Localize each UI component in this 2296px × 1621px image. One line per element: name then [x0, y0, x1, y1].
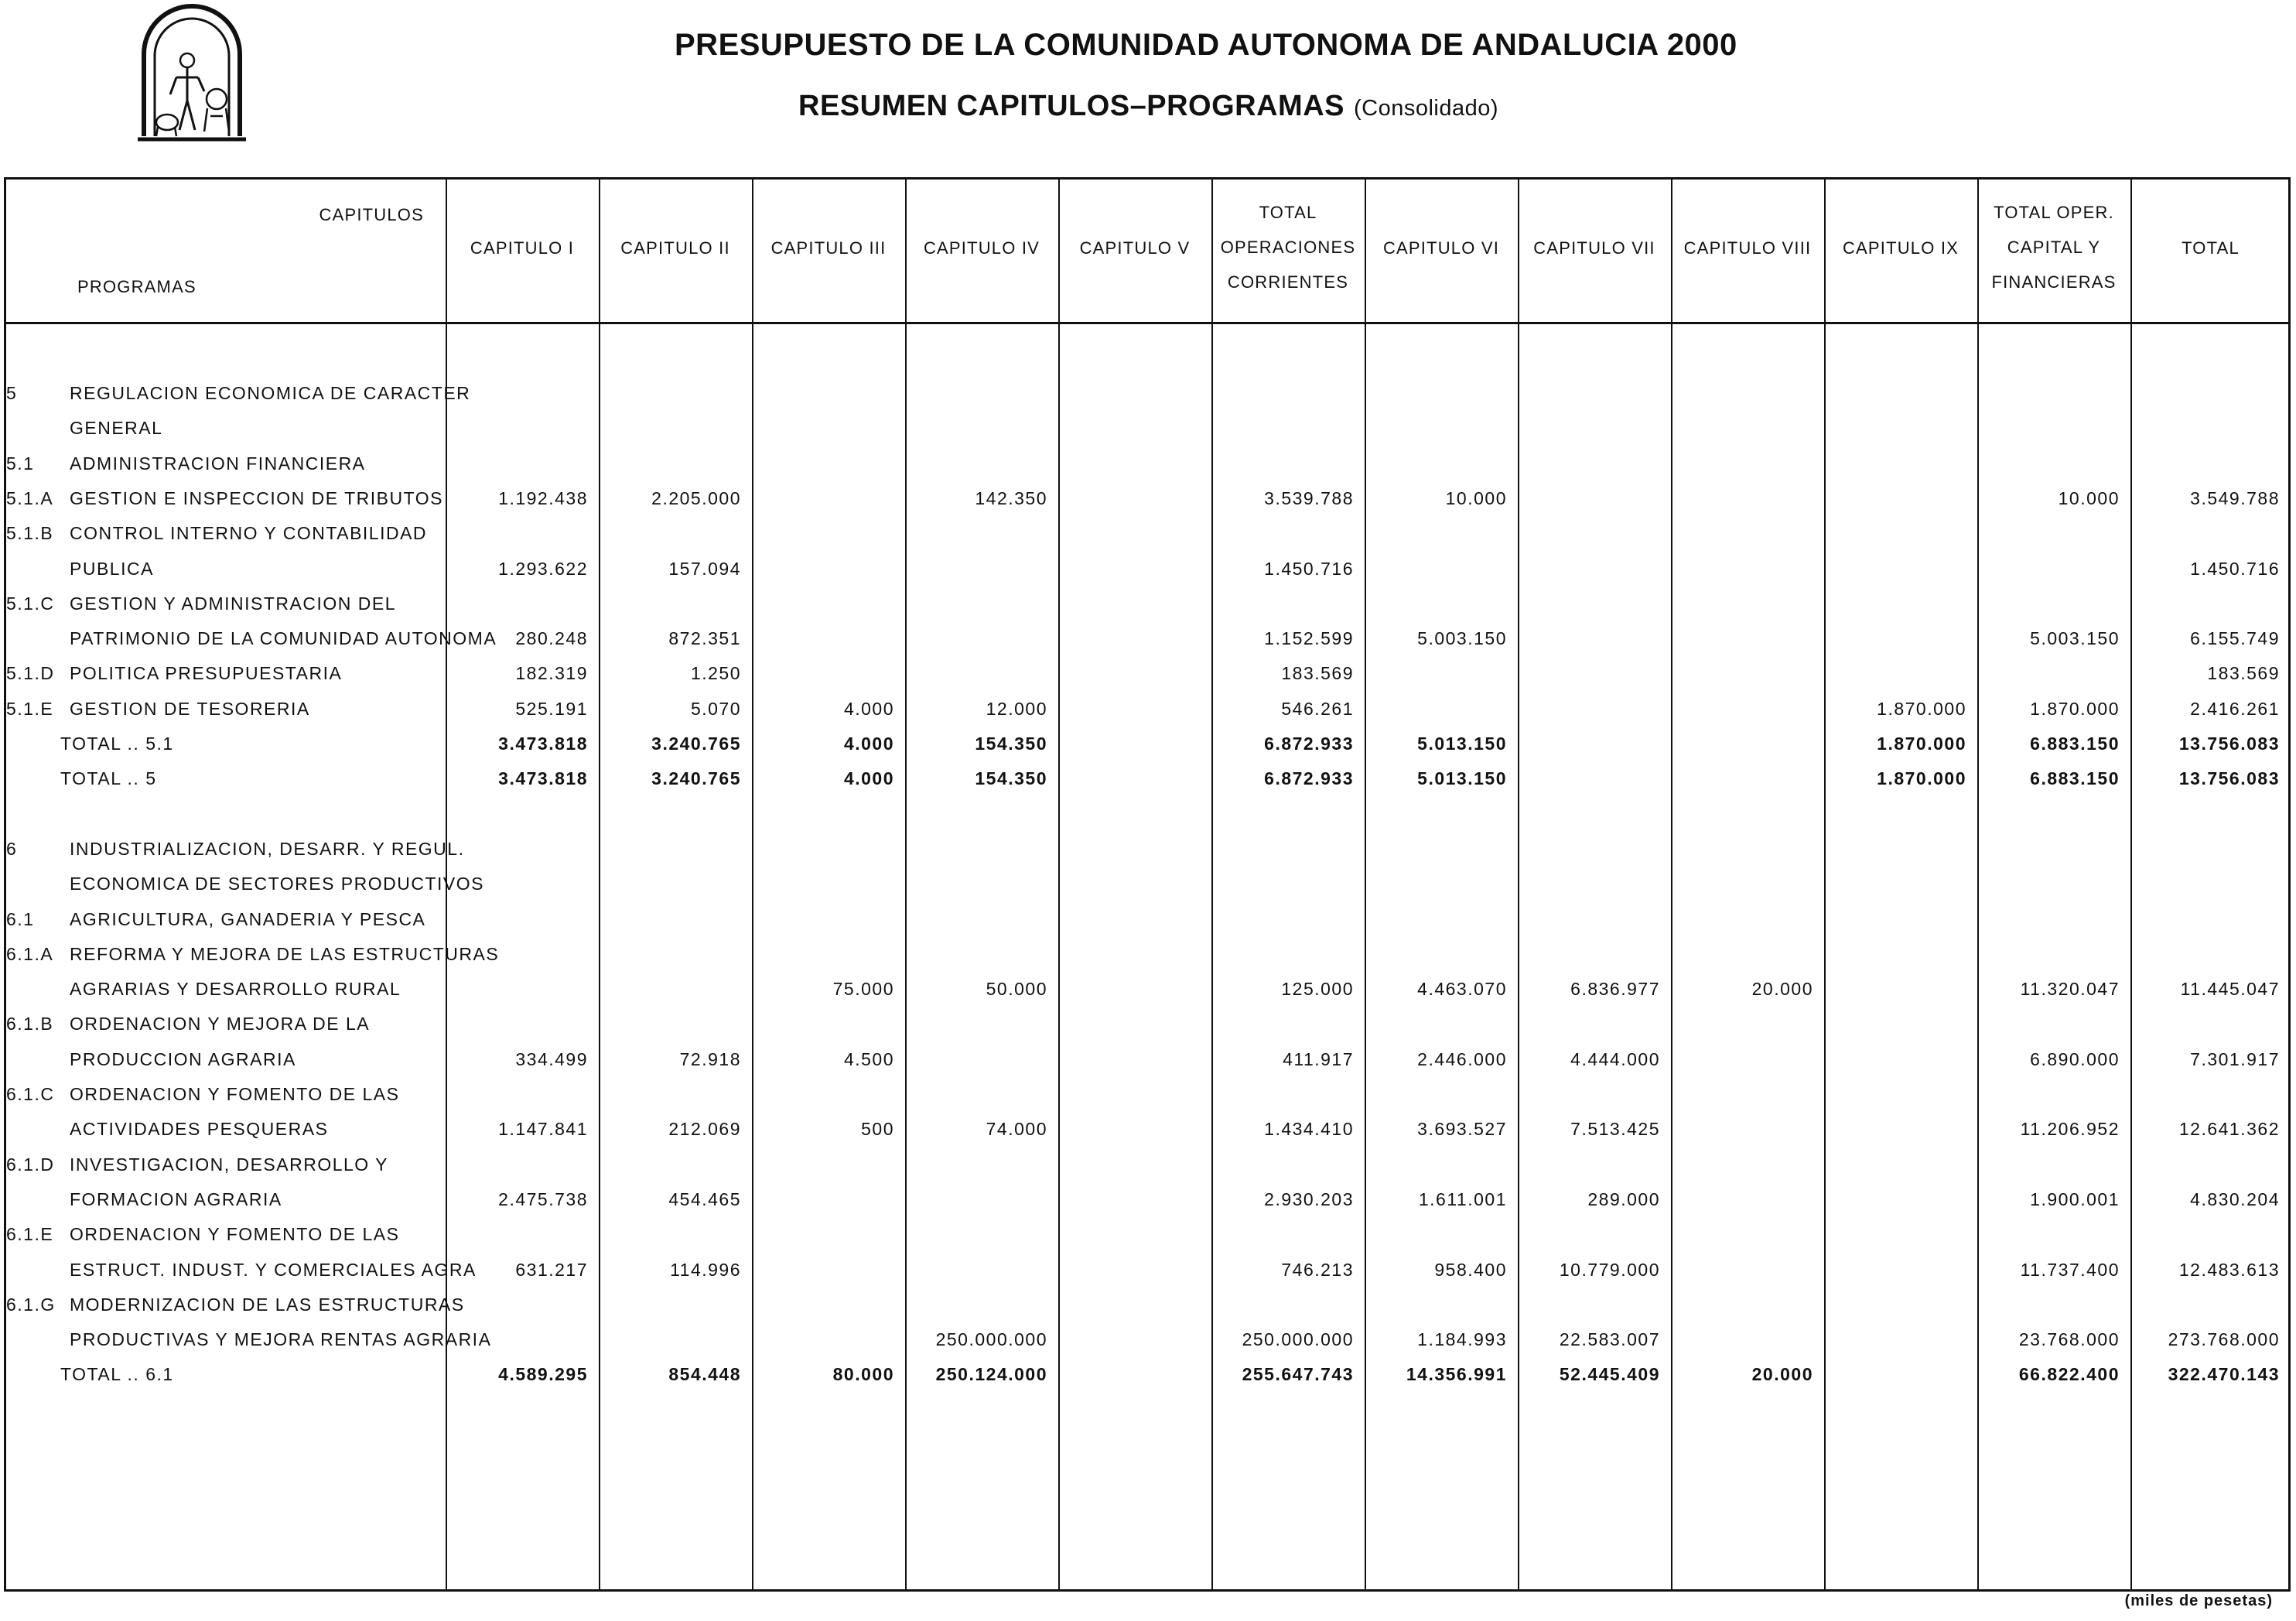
program-label: ORDENACION Y MEJORA DE LA — [70, 1014, 371, 1034]
column-header: CAPITULO IX — [1842, 238, 1959, 258]
column-header: TOTAL — [1259, 203, 1317, 222]
amount-cell: 154.350 — [975, 734, 1047, 754]
program-label: POLITICA PRESUPUESTARIA — [70, 663, 343, 684]
table-row — [0, 1288, 2296, 1322]
table-total-row — [0, 761, 2296, 796]
amount-cell: 250.124.000 — [935, 1364, 1047, 1385]
amount-cell: 10.779.000 — [1559, 1259, 1660, 1280]
amount-cell: 12.483.613 — [2178, 1259, 2280, 1280]
amount-cell: 958.400 — [1434, 1259, 1507, 1280]
table-row — [0, 516, 2296, 551]
program-code: 6.1.E — [6, 1224, 54, 1245]
amount-cell: 4.444.000 — [1570, 1048, 1660, 1069]
amount-cell: 6.872.933 — [1264, 734, 1354, 754]
amount-cell: 250.000.000 — [935, 1329, 1047, 1350]
amount-cell: 5.003.150 — [1417, 628, 1507, 649]
program-label: REFORMA Y MEJORA DE LAS ESTRUCTURAS — [70, 943, 500, 964]
amount-cell: 6.890.000 — [2030, 1048, 2120, 1069]
table-row — [0, 376, 2296, 411]
amount-cell: 23.768.000 — [2018, 1329, 2120, 1350]
amount-cell: 872.351 — [668, 628, 741, 649]
program-label: TOTAL .. 6.1 — [60, 1364, 174, 1385]
amount-cell: 1.870.000 — [1877, 698, 1966, 719]
amount-cell: 1.192.438 — [498, 487, 588, 508]
program-label: AGRICULTURA, GANADERIA Y PESCA — [70, 908, 426, 929]
table-row — [0, 797, 2296, 832]
amount-cell: 4.830.204 — [2190, 1188, 2280, 1209]
program-code: 5.1.D — [6, 663, 55, 684]
program-label: REGULACION ECONOMICA DE CARACTER — [70, 383, 471, 403]
column-header: CAPITULO VII — [1533, 238, 1655, 258]
program-label: GENERAL — [70, 418, 163, 439]
amount-cell: 22.583.007 — [1559, 1329, 1660, 1350]
amount-cell: 13.756.083 — [2178, 734, 2280, 754]
amount-cell: 5.013.150 — [1417, 768, 1507, 789]
amount-cell: 20.000 — [1751, 1364, 1813, 1385]
program-code: 5.1.E — [6, 698, 54, 719]
amount-cell: 12.641.362 — [2178, 1119, 2280, 1140]
corner-programas: PROGRAMAS — [77, 277, 196, 296]
program-label: MODERNIZACION DE LAS ESTRUCTURAS — [70, 1294, 465, 1315]
table-row — [0, 692, 2296, 727]
amount-cell: 334.499 — [515, 1048, 588, 1069]
amount-cell: 12.000 — [986, 698, 1047, 719]
amount-cell: 525.191 — [515, 698, 588, 719]
amount-cell: 3.539.788 — [1264, 487, 1354, 508]
amount-cell: 1.184.993 — [1417, 1329, 1507, 1350]
amount-cell: 75.000 — [832, 979, 894, 1000]
table-row — [0, 621, 2296, 656]
table-row — [0, 832, 2296, 867]
program-label: PRODUCCION AGRARIA — [70, 1048, 296, 1069]
program-label: ESTRUCT. INDUST. Y COMERCIALES AGRA — [70, 1259, 477, 1280]
table-row — [0, 972, 2296, 1007]
amount-cell: 20.000 — [1751, 979, 1813, 1000]
amount-cell: 250.000.000 — [1242, 1329, 1354, 1350]
amount-cell: 255.647.743 — [1242, 1364, 1354, 1385]
amount-cell: 7.513.425 — [1570, 1119, 1660, 1140]
amount-cell: 3.473.818 — [498, 734, 588, 754]
program-label: ADMINISTRACION FINANCIERA — [70, 453, 366, 474]
amount-cell: 212.069 — [668, 1119, 741, 1140]
amount-cell: 1.870.000 — [2030, 698, 2120, 719]
table-total-row — [0, 727, 2296, 761]
amount-cell: 280.248 — [515, 628, 588, 649]
amount-cell: 3.240.765 — [651, 768, 741, 789]
column-header: CAPITULO I — [470, 238, 575, 258]
amount-cell: 273.768.000 — [2168, 1329, 2280, 1350]
table-row — [0, 1253, 2296, 1288]
amount-cell: 4.589.295 — [498, 1364, 588, 1385]
table-row — [0, 1112, 2296, 1147]
program-label: GESTION DE TESORERIA — [70, 698, 310, 719]
amount-cell: 2.205.000 — [651, 487, 741, 508]
page-title: PRESUPUESTO DE LA COMUNIDAD AUTONOMA DE ANDALUCIA 2000 — [675, 28, 1737, 62]
header-separator — [4, 322, 2291, 324]
column-header: CAPITULO IV — [923, 238, 1040, 258]
amount-cell: 1.870.000 — [1877, 768, 1966, 789]
amount-cell: 10.000 — [1445, 487, 1507, 508]
table-row — [0, 411, 2296, 446]
program-code: 6.1 — [6, 908, 35, 929]
program-label: INDUSTRIALIZACION, DESARR. Y REGUL. — [70, 838, 465, 859]
amount-cell: 500 — [861, 1119, 894, 1140]
amount-cell: 72.918 — [679, 1048, 741, 1069]
amount-cell: 6.155.749 — [2190, 628, 2280, 649]
subtitle-text: RESUMEN CAPITULOS–PROGRAMAS — [798, 90, 1344, 122]
table-row — [0, 1077, 2296, 1112]
program-label: ACTIVIDADES PESQUERAS — [70, 1119, 329, 1140]
page-subtitle — [798, 90, 2296, 123]
program-code: 5 — [6, 383, 18, 403]
amount-cell: 454.465 — [668, 1188, 741, 1209]
program-code: 6.1.G — [6, 1294, 56, 1315]
program-label: GESTION E INSPECCION DE TRIBUTOS — [70, 487, 443, 508]
program-label: ORDENACION Y FOMENTO DE LAS — [70, 1224, 400, 1245]
program-label: PATRIMONIO DE LA COMUNIDAD AUTONOMA — [70, 628, 497, 649]
amount-cell: 142.350 — [975, 487, 1047, 508]
column-header: OPERACIONES — [1220, 238, 1356, 257]
program-label: CONTROL INTERNO Y CONTABILIDAD — [70, 523, 428, 544]
amount-cell: 1.900.001 — [2030, 1188, 2120, 1209]
table-row — [0, 1182, 2296, 1217]
amount-cell: 157.094 — [668, 558, 741, 579]
table-row — [0, 867, 2296, 901]
column-header: CAPITAL Y — [2007, 238, 2101, 257]
amount-cell: 6.872.933 — [1264, 768, 1354, 789]
corner-capitulos: CAPITULOS — [319, 205, 424, 224]
amount-cell: 2.930.203 — [1264, 1188, 1354, 1209]
amount-cell: 3.693.527 — [1417, 1119, 1507, 1140]
table-row — [0, 937, 2296, 972]
column-header: CORRIENTES — [1227, 272, 1349, 292]
amount-cell: 11.737.400 — [2020, 1259, 2120, 1280]
amount-cell: 322.470.143 — [2168, 1364, 2280, 1385]
program-code: 6.1.C — [6, 1084, 55, 1104]
column-header: CAPITULO V — [1079, 238, 1191, 258]
amount-cell: 1.293.622 — [498, 558, 588, 579]
amount-cell: 183.569 — [1281, 663, 1354, 684]
amount-cell: 746.213 — [1281, 1259, 1354, 1280]
table-row — [0, 1322, 2296, 1357]
program-label: TOTAL .. 5 — [60, 768, 157, 789]
amount-cell: 11.206.952 — [2020, 1119, 2120, 1140]
program-label: GESTION Y ADMINISTRACION DEL — [70, 593, 397, 614]
amount-cell: 6.883.150 — [2030, 768, 2120, 789]
amount-cell: 1.250 — [690, 663, 741, 684]
column-header: FINANCIERAS — [1991, 272, 2117, 292]
amount-cell: 1.611.001 — [1418, 1188, 1507, 1209]
amount-cell: 1.870.000 — [1877, 734, 1966, 754]
table-row — [0, 656, 2296, 691]
amount-cell: 6.883.150 — [2030, 734, 2120, 754]
amount-cell: 50.000 — [986, 979, 1047, 1000]
table-row — [0, 1217, 2296, 1252]
program-label: ECONOMICA DE SECTORES PRODUCTIVOS — [70, 874, 484, 894]
program-code: 5.1.A — [6, 487, 54, 508]
table-row — [0, 1147, 2296, 1182]
table-row — [0, 1007, 2296, 1041]
amount-cell: 80.000 — [832, 1364, 894, 1385]
amount-cell: 11.320.047 — [2020, 979, 2120, 1000]
amount-cell: 4.000 — [843, 734, 894, 754]
amount-cell: 4.000 — [843, 768, 894, 789]
amount-cell: 1.152.599 — [1264, 628, 1354, 649]
program-label: ORDENACION Y FOMENTO DE LAS — [70, 1084, 400, 1104]
column-header: TOTAL OPER. — [1994, 203, 2114, 222]
amount-cell: 1.450.716 — [1264, 558, 1354, 579]
amount-cell: 4.000 — [843, 698, 894, 719]
amount-cell: 4.500 — [843, 1048, 894, 1069]
amount-cell: 74.000 — [986, 1119, 1047, 1140]
amount-cell: 854.448 — [668, 1364, 741, 1385]
table-row — [0, 446, 2296, 481]
amount-cell: 7.301.917 — [2190, 1048, 2280, 1069]
table-row — [0, 481, 2296, 516]
program-code: 6.1.B — [6, 1014, 54, 1034]
amount-cell: 5.003.150 — [2030, 628, 2120, 649]
amount-cell: 14.356.991 — [1406, 1364, 1507, 1385]
program-code: 5.1.B — [6, 523, 54, 544]
column-header: CAPITULO II — [620, 238, 730, 258]
program-code: 6 — [6, 838, 18, 859]
table-row — [0, 587, 2296, 621]
program-code: 6.1.A — [6, 943, 54, 964]
amount-cell: 4.463.070 — [1417, 979, 1507, 1000]
program-label: PRODUCTIVAS Y MEJORA RENTAS AGRARIA — [70, 1329, 492, 1350]
amount-cell: 1.434.410 — [1264, 1119, 1354, 1140]
units-footnote: (miles de pesetas) — [2124, 1592, 2273, 1609]
amount-cell: 1.147.841 — [498, 1119, 588, 1140]
program-code: 5.1.C — [6, 593, 55, 614]
table-row — [0, 552, 2296, 587]
column-header: CAPITULO VI — [1382, 238, 1500, 258]
amount-cell: 11.445.047 — [2180, 979, 2280, 1000]
program-label: FORMACION AGRARIA — [70, 1188, 282, 1209]
table-row — [0, 902, 2296, 937]
program-label: INVESTIGACION, DESARROLLO Y — [70, 1154, 389, 1175]
column-header: CAPITULO III — [770, 238, 887, 258]
program-label: AGRARIAS Y DESARROLLO RURAL — [70, 979, 401, 1000]
amount-cell: 5.013.150 — [1417, 734, 1507, 754]
program-label: PUBLICA — [70, 558, 154, 579]
subtitle-note: (Consolidado) — [1354, 96, 1499, 121]
table-total-row — [0, 1357, 2296, 1392]
amount-cell: 2.416.261 — [2190, 698, 2280, 719]
junta-andalucia-logo-icon — [130, 0, 254, 149]
amount-cell: 3.473.818 — [498, 768, 588, 789]
amount-cell: 182.319 — [515, 663, 588, 684]
amount-cell: 3.549.788 — [2190, 487, 2280, 508]
column-header: TOTAL — [2182, 238, 2240, 258]
amount-cell: 154.350 — [975, 768, 1047, 789]
column-header: CAPITULO VIII — [1683, 238, 1812, 258]
amount-cell: 2.475.738 — [498, 1188, 588, 1209]
amount-cell: 2.446.000 — [1417, 1048, 1507, 1069]
amount-cell: 1.450.716 — [2190, 558, 2280, 579]
program-code: 6.1.D — [6, 1154, 55, 1175]
amount-cell: 631.217 — [515, 1259, 588, 1280]
program-label: TOTAL .. 5.1 — [60, 734, 174, 754]
table-row — [0, 1042, 2296, 1077]
amount-cell: 5.070 — [690, 698, 741, 719]
amount-cell: 289.000 — [1587, 1188, 1660, 1209]
amount-cell: 13.756.083 — [2178, 768, 2280, 789]
amount-cell: 114.996 — [670, 1259, 741, 1280]
amount-cell: 6.836.977 — [1570, 979, 1660, 1000]
amount-cell: 411.917 — [1283, 1048, 1354, 1069]
amount-cell: 125.000 — [1281, 979, 1354, 1000]
amount-cell: 3.240.765 — [651, 734, 741, 754]
amount-cell: 183.569 — [2207, 663, 2280, 684]
amount-cell: 10.000 — [2058, 487, 2120, 508]
amount-cell: 52.445.409 — [1559, 1364, 1660, 1385]
amount-cell: 66.822.400 — [2018, 1364, 2120, 1385]
program-code: 5.1 — [6, 453, 35, 474]
amount-cell: 546.261 — [1281, 698, 1354, 719]
